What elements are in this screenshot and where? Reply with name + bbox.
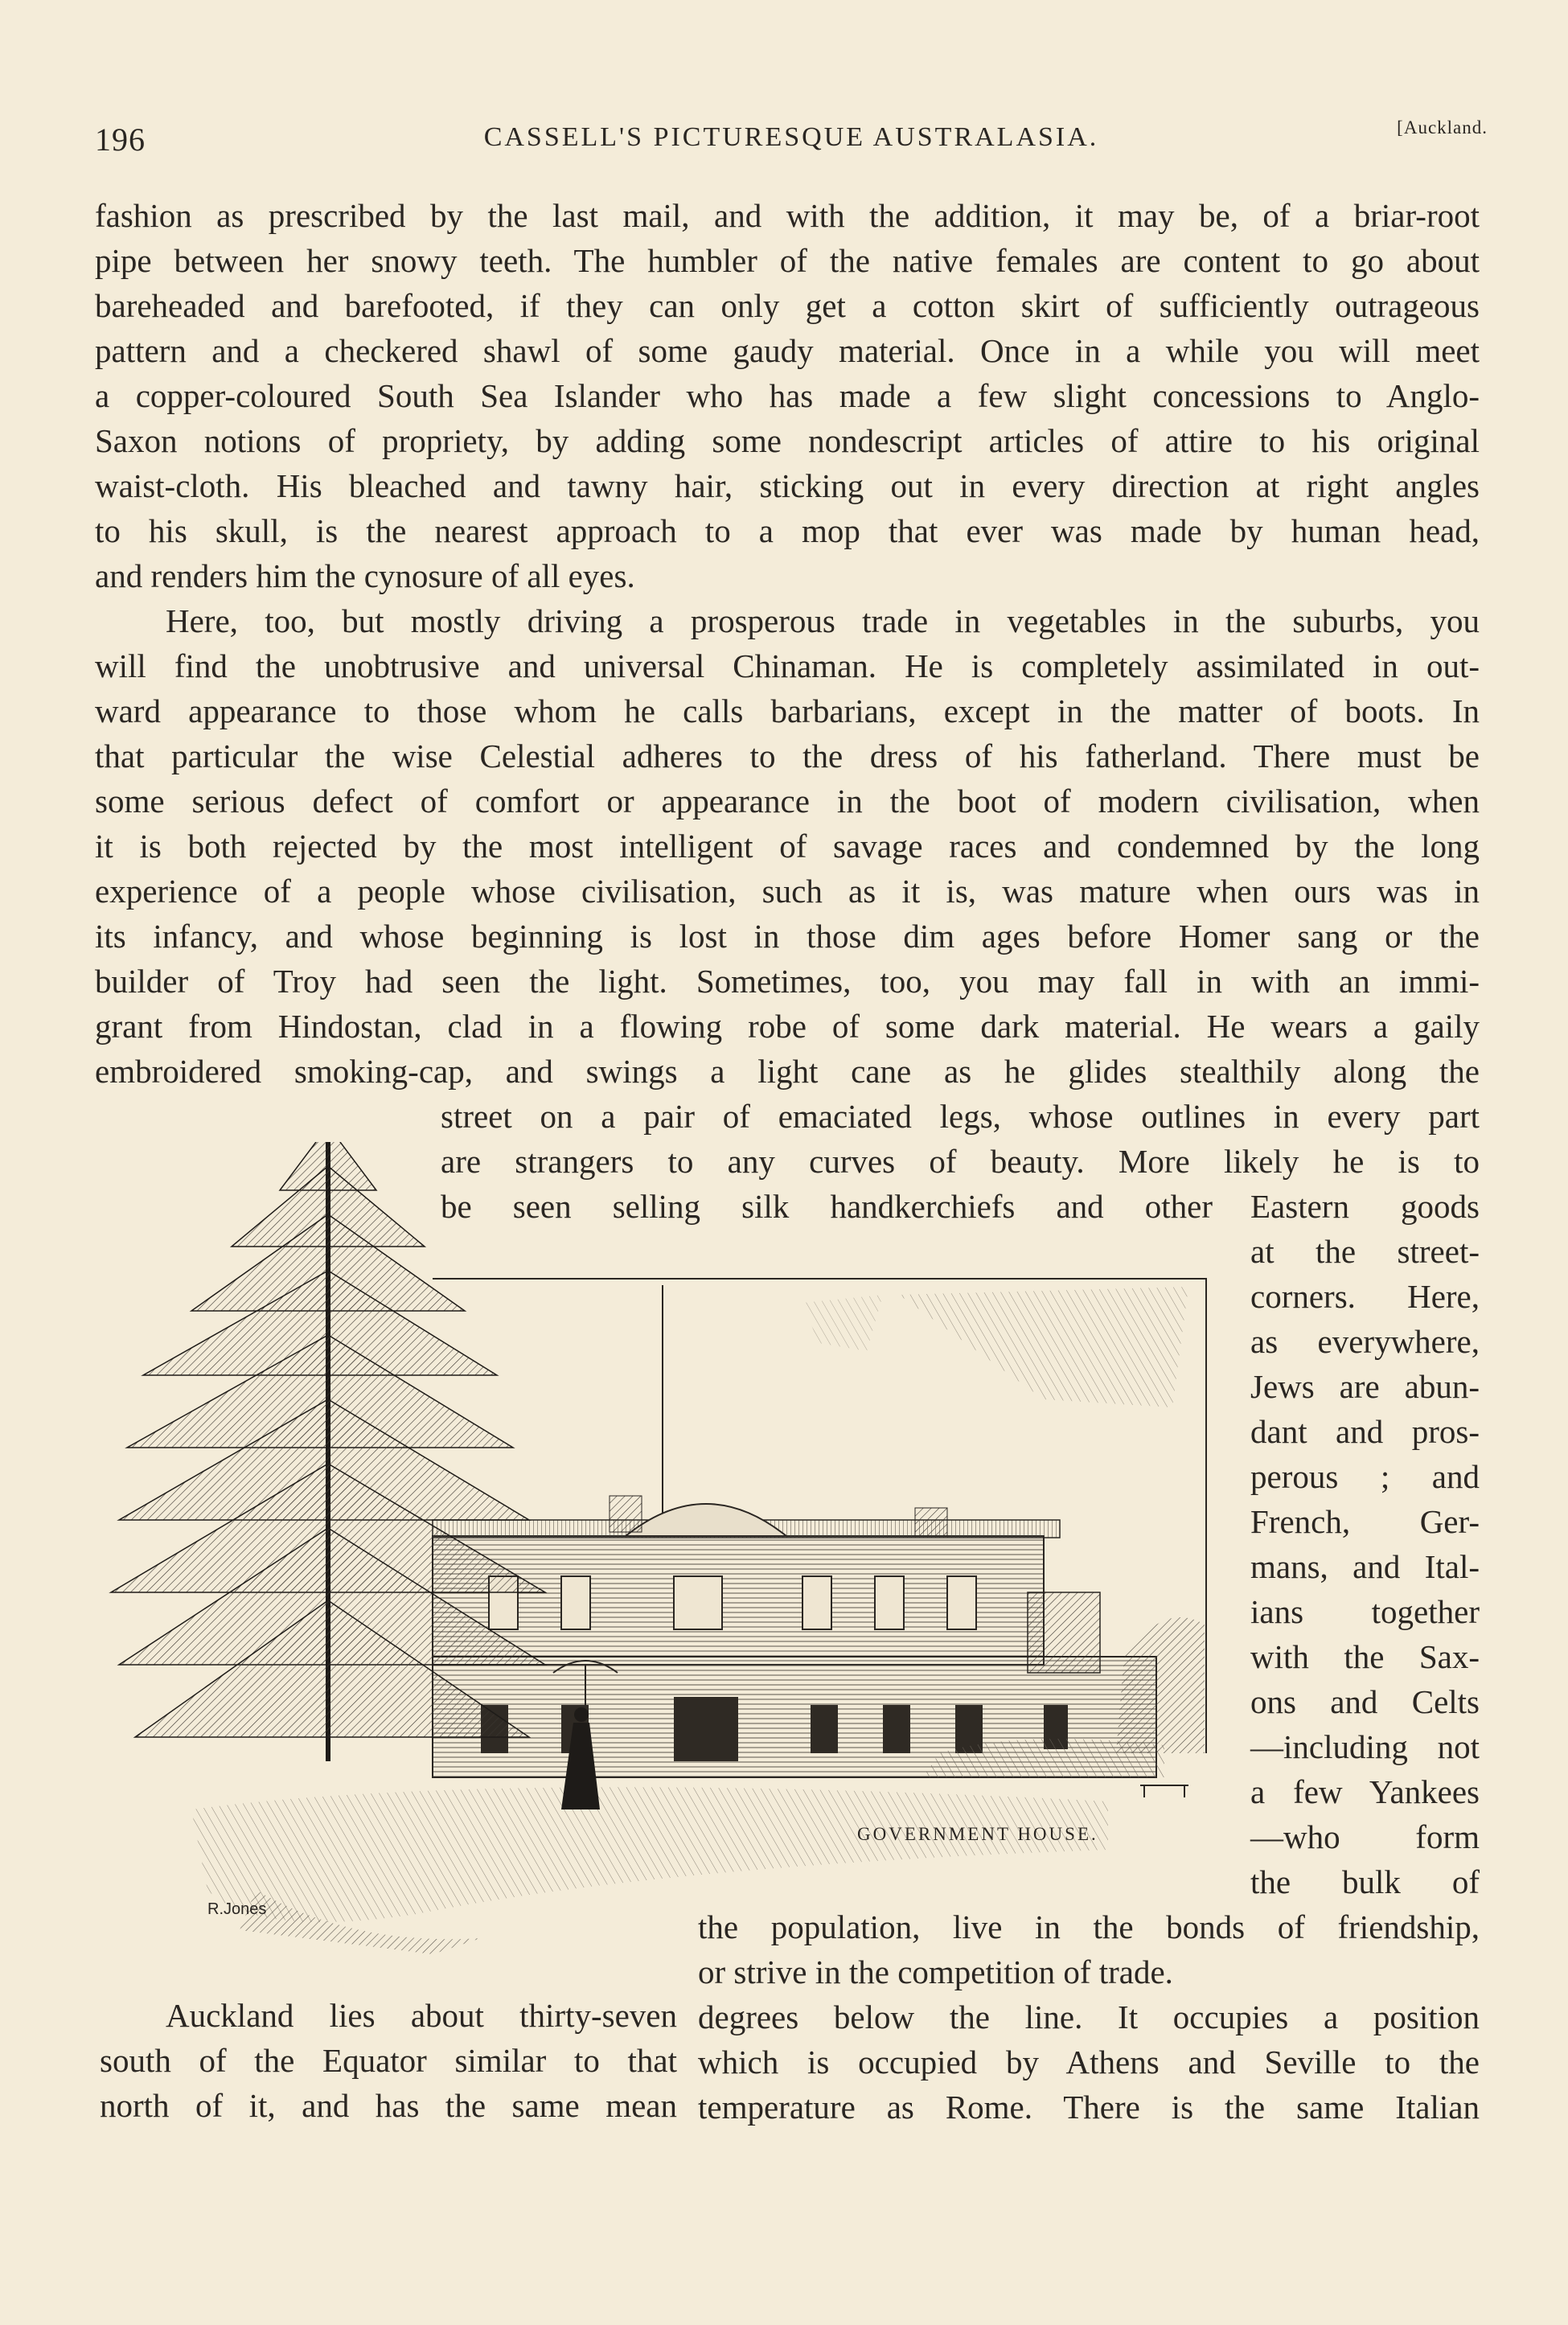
text-line: Jews are abun- xyxy=(1250,1368,1480,1405)
text-line: waist-cloth. His bleached and tawny hair, sticking out in every direction at right angles xyxy=(95,467,1480,504)
text-line: mans, and Ital- xyxy=(1250,1548,1480,1585)
text-line: at the street- xyxy=(1250,1233,1480,1270)
text-line: which is occupied by Athens and Seville to the xyxy=(698,2044,1480,2081)
text-line: fashion as prescribed by the last mail, and with the addition, it may be, of a briar-root xyxy=(95,197,1480,234)
text-line: builder of Troy had seen the light. Sometimes, too, you may fall in with an immi- xyxy=(95,963,1480,1000)
text-line: south of the Equator similar to that xyxy=(100,2042,677,2079)
text-line: some serious defect of comfort or appearance in the boot of modern civilisation, when xyxy=(95,783,1480,820)
text-line: grant from Hindostan, clad in a flowing robe of some dark material. He wears a gaily xyxy=(95,1008,1480,1045)
text-line: a copper-coloured South Sea Islander who has made a few slight concessions to Anglo- xyxy=(95,377,1480,414)
text-line: degrees below the line. It occupies a position xyxy=(698,1998,1480,2035)
text-line: as everywhere, xyxy=(1250,1323,1480,1360)
engraver-signature: R.Jones xyxy=(207,1900,267,1918)
text-line: ons and Celts xyxy=(1250,1683,1480,1720)
text-line: —who form xyxy=(1250,1818,1480,1855)
text-line: perous ; and xyxy=(1250,1458,1480,1495)
section-tag: [Auckland. xyxy=(1397,117,1488,138)
text-line: it is both rejected by the most intelligent of savage races and condemned by the long xyxy=(95,828,1480,865)
page-number: 196 xyxy=(95,121,146,158)
text-line: pattern and a checkered shawl of some gaudy material. Once in a while you will meet xyxy=(95,332,1480,369)
text-line: bareheaded and barefooted, if they can only get a cotton skirt of sufficiently outrageous xyxy=(95,287,1480,324)
text-line: Auckland lies about thirty-seven xyxy=(166,1997,677,2034)
text-line: with the Sax- xyxy=(1250,1638,1480,1675)
text-line: French, Ger- xyxy=(1250,1503,1480,1540)
text-line: its infancy, and whose beginning is lost in those dim ages before Homer sang or the xyxy=(95,918,1480,955)
text-line: experience of a people whose civilisation, such as it is, was mature when ours was in xyxy=(95,873,1480,910)
text-line: pipe between her snowy teeth. The humbler of the native females are content to go about xyxy=(95,242,1480,279)
text-line: street on a pair of emaciated legs, whose outlines in every part xyxy=(441,1098,1480,1135)
text-line: the bulk of xyxy=(1250,1863,1480,1900)
text-line: corners. Here, xyxy=(1250,1278,1480,1315)
text-line: and renders him the cynosure of all eyes. xyxy=(95,557,635,594)
text-line: north of it, and has the same mean xyxy=(100,2087,677,2124)
text-line: Here, too, but mostly driving a prosperous trade in vegetables in the suburbs, you xyxy=(166,602,1480,639)
text-line: that particular the wise Celestial adheres to the dress of his fatherland. There must be xyxy=(95,737,1480,774)
text-line: will find the unobtrusive and universal Chinaman. He is completely assimilated in out- xyxy=(95,647,1480,684)
text-line: embroidered smoking-cap, and swings a light cane as he glides stealthily along the xyxy=(95,1053,1480,1090)
text-line: a few Yankees xyxy=(1250,1773,1480,1810)
text-line: dant and pros- xyxy=(1250,1413,1480,1450)
text-line: —including not xyxy=(1250,1728,1480,1765)
text-line: or strive in the competition of trade. xyxy=(698,1953,1173,1990)
text-line: ians together xyxy=(1250,1593,1480,1630)
text-line: the population, live in the bonds of friendship, xyxy=(698,1908,1480,1945)
running-title: CASSELL'S PICTURESQUE AUSTRALASIA. xyxy=(483,122,1099,152)
text-line: ward appearance to those whom he calls barbarians, except in the matter of boots. In xyxy=(95,692,1480,729)
figure-caption: GOVERNMENT HOUSE. xyxy=(857,1824,1098,1844)
text-line: to his skull, is the nearest approach to a mop that ever was made by human head, xyxy=(95,512,1480,549)
text-line: are strangers to any curves of beauty. More likely he is to xyxy=(441,1143,1480,1180)
text-line: temperature as Rome. There is the same Italian xyxy=(698,2089,1480,2126)
text-line: Saxon notions of propriety, by adding some nondescript articles of attire to his original xyxy=(95,422,1480,459)
page-header xyxy=(95,113,1488,161)
text-line: Eastern goods xyxy=(1250,1188,1480,1225)
text-line: be seen selling silk handkerchiefs and other xyxy=(441,1188,1213,1225)
